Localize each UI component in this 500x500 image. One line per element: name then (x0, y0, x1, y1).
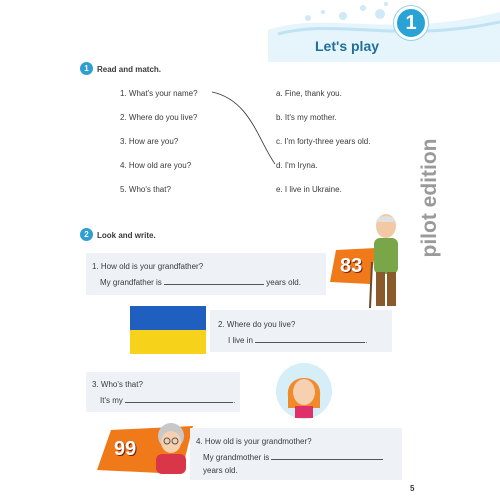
answer-item: a. Fine, thank you. (276, 89, 342, 98)
unit-number-badge: 1 (394, 6, 428, 40)
answer-blank[interactable] (164, 277, 264, 285)
write-question: 4. How old is your grandmother? (196, 437, 312, 446)
grandfather-illustration (362, 212, 410, 312)
write-question: 2. Where do you live? (218, 320, 296, 329)
exercise-1-number: 1 (80, 62, 93, 75)
write-answer-line: My grandmother is (203, 452, 383, 462)
pilot-edition-watermark: pilot edition (418, 138, 441, 258)
write-answer-line: I live in . (228, 336, 368, 345)
answer-item: b. It's my mother. (276, 113, 337, 122)
write-item-panel (86, 253, 326, 295)
write-question: 3. Who's that? (92, 380, 143, 389)
age-badge-99: 99 (114, 438, 137, 460)
page-number: 5 (410, 484, 415, 493)
exercise-2-number: 2 (80, 228, 93, 241)
unit-title: Let's play (315, 38, 380, 54)
exercise-2-title: Look and write. (97, 231, 156, 240)
write-answer-line: My grandfather is years old. (100, 278, 301, 287)
write-answer-suffix: years old. (203, 466, 238, 475)
answer-blank[interactable] (271, 452, 383, 460)
question-item: 4. How old are you? (120, 161, 192, 170)
mother-illustration (275, 362, 333, 420)
ukraine-flag (130, 306, 206, 354)
answer-blank[interactable] (255, 335, 365, 343)
write-question: 1. How old is your grandfather? (92, 262, 204, 271)
age-badge-83: 83 (340, 255, 363, 277)
write-item-panel (210, 310, 392, 352)
answer-item: e. I live in Ukraine. (276, 185, 342, 194)
answer-item: c. I'm forty-three years old. (276, 137, 371, 146)
question-item: 5. Who's that? (120, 185, 171, 194)
write-item-panel (86, 372, 240, 412)
exercise-1-title: Read and match. (97, 65, 162, 74)
question-item: 2. Where do you live? (120, 113, 198, 122)
grandmother-illustration (150, 422, 192, 474)
question-item: 3. How are you? (120, 137, 179, 146)
question-item: 1. What's your name? (120, 89, 198, 98)
answer-blank[interactable] (125, 395, 233, 403)
write-answer-line: It's my . (100, 396, 236, 405)
answer-item: d. I'm Iryna. (276, 161, 318, 170)
